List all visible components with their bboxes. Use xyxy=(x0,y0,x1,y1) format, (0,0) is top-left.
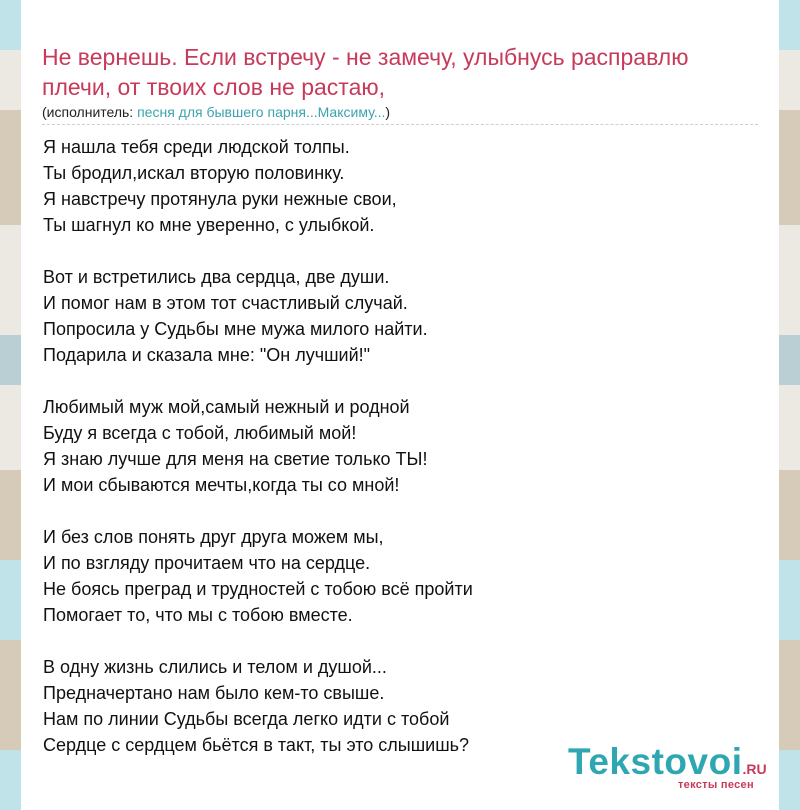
performer-link[interactable]: песня для бывшего парня...Максиму... xyxy=(137,104,386,120)
divider xyxy=(42,124,758,125)
lyric-line: И мои сбываются мечты,когда ты со мной! xyxy=(43,475,400,495)
performer-suffix: ) xyxy=(385,104,391,120)
lyric-line: Сердце с сердцем бьётся в такт, ты это слышишь? xyxy=(43,735,470,755)
stanza xyxy=(43,524,758,628)
lyric-line: Буду я всегда с тобой, любимый мой! xyxy=(43,423,357,443)
page-title: Не вернешь. Если встречу - не замечу, улыбнусь расправлю плечи, от твоих слов не растаю, xyxy=(42,44,689,100)
lyrics-body xyxy=(43,134,758,784)
lyric-line: И помог нам в этом тот счастливый случай. xyxy=(43,293,408,313)
stanza xyxy=(43,264,758,368)
site-logo[interactable] xyxy=(568,742,778,792)
lyric-line: Я знаю лучше для меня на светие только ТЫ! xyxy=(43,449,428,469)
lyric-line: Попросила у Судьбы мне мужа милого найти. xyxy=(43,319,428,339)
lyric-line: Я нашла тебя среди людской толпы. xyxy=(43,137,350,157)
lyric-line: И без слов понять друг друга можем мы, xyxy=(43,527,384,547)
lyric-line: Я навстречу протянула руки нежные свои, xyxy=(43,189,397,209)
stanza xyxy=(43,134,758,238)
lyric-line: Вот и встретились два сердца, две души. xyxy=(43,267,390,287)
stanza xyxy=(43,394,758,498)
lyric-line: Ты шагнул ко мне уверенно, с улыбкой. xyxy=(43,215,375,235)
lyric-line: И по взгляду прочитаем что на сердце. xyxy=(43,553,371,573)
logo-tagline: тексты песен xyxy=(678,779,754,791)
logo-domain: .RU xyxy=(742,761,767,777)
performer-prefix: (исполнитель: xyxy=(42,104,138,120)
lyric-line: Предначертано нам было кем-то свыше. xyxy=(43,683,385,703)
lyric-line: Нам по линии Судьбы всегда легко идти с тобой xyxy=(43,709,450,729)
lyric-line: В одну жизнь слились и телом и душой... xyxy=(43,657,387,677)
lyric-line: Любимый муж мой,самый нежный и родной xyxy=(43,397,410,417)
lyric-line: Помогает то, что мы с тобою вместе. xyxy=(43,605,353,625)
performer-line xyxy=(42,103,390,121)
lyric-line: Подарила и сказала мне: "Он лучший!" xyxy=(43,345,371,365)
lyric-line: Ты бродил,искал вторую половинку. xyxy=(43,163,345,183)
lyric-line: Не боясь преград и трудностей с тобою всё пройти xyxy=(43,579,473,599)
logo-text: Tekstovoi xyxy=(568,741,743,782)
